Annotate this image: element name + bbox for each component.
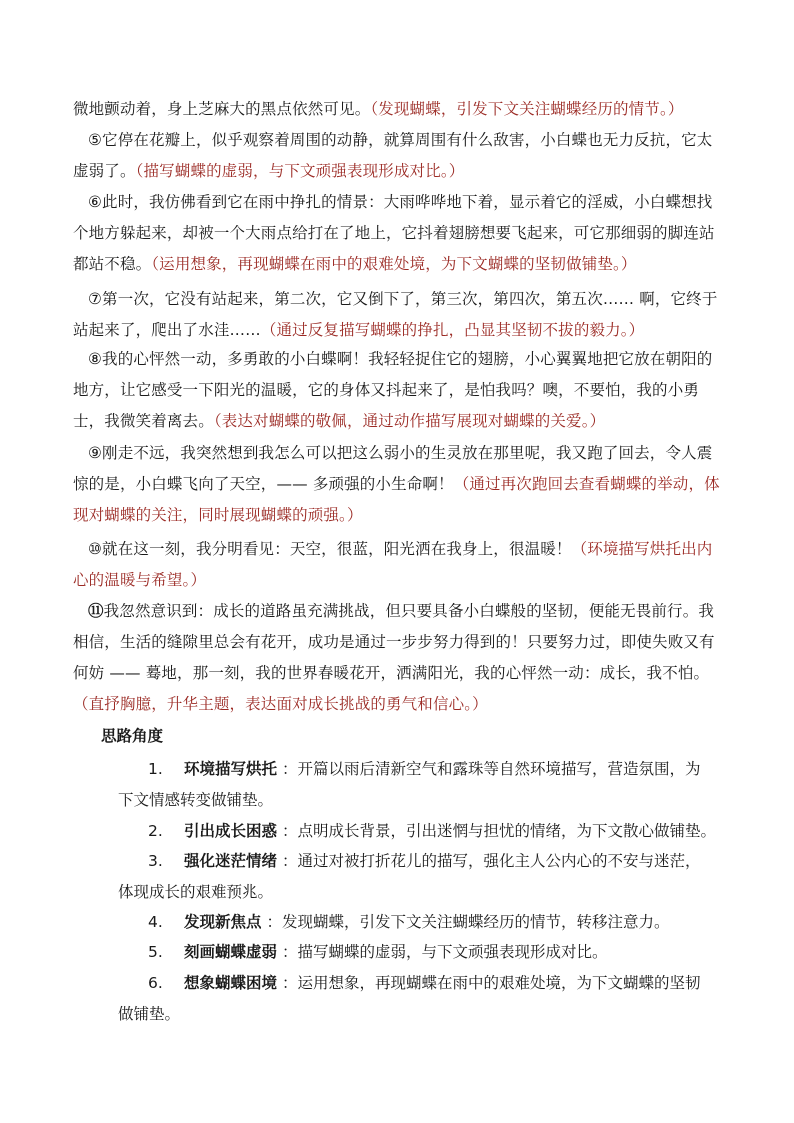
section-heading: 思路角度 (101, 727, 164, 745)
paragraph-note: （直抒胸臆，升华主题，表达面对成长挑战的勇气和信心。） (73, 695, 488, 713)
paragraph-text: ⑤它停在花瓣上，似乎观察着周围的动静，就算周围有什么敌害，小白蝶也无力反抗，它太虚弱了。 (73, 131, 713, 180)
list-key: 发现新焦点 (184, 913, 262, 931)
list-separator: ： (277, 822, 298, 840)
paragraph-note: （通过再次跑回去查看蝴蝶的举动，体现对蝴蝶的关注，同时展现蝴蝶的顽强。） (73, 475, 720, 524)
list-number: 4. (148, 913, 163, 931)
list-separator: ： (261, 913, 282, 931)
list-key: 环境描写烘托 (184, 760, 278, 778)
list-item (101, 907, 729, 938)
list-key: 强化迷茫情绪 (184, 852, 278, 870)
list-item (101, 846, 729, 908)
paragraph-note: （描写蝴蝶的虚弱，与下文顽强表现形成对比。） (135, 162, 465, 180)
list-item (101, 937, 729, 968)
list-separator: ： (277, 943, 298, 961)
list-number: 1. (148, 760, 163, 778)
paragraph-7 (73, 284, 723, 346)
paragraph-text: ⑥此时，我仿佛看到它在雨中挣扎的情景：大雨哗哗地下着，显示着它的淫威，小白蝶想找个地方躲起来，却被一个大雨点给打在了地上，它抖着翅膀想要飞起来，可它那细弱的脚连站都站不稳。 (73, 193, 715, 273)
paragraph-text: ⑨刚走不远，我突然想到我怎么可以把这么弱小的生灵放在那里呢，我又跑了回去，令人震惊的是，小白蝶飞向了天空，—— 多顽强的小生命啊！ (73, 444, 713, 493)
paragraph-note: （运用想象，再现蝴蝶在雨中的艰难处境，为下文蝴蝶的坚韧做铺垫。） (151, 255, 637, 273)
list-text: 通过对被打折花儿的描写，强化主人公内心的不安与迷茫， (297, 852, 701, 870)
list-item (101, 754, 729, 816)
paragraph-5 (73, 125, 723, 187)
list-text: 开篇以雨后清新空气和露珠等自然环境描写，营造氛围，为 (297, 760, 701, 778)
paragraph-number: ⑪ (88, 602, 104, 620)
list-item (101, 816, 729, 847)
paragraph-text: ⑧我的心怦然一动，多勇敢的小白蝶啊！我轻轻捉住它的翅膀，小心翼翼地把它放在朝阳的地方，让它感受一下阳光的温暖，它的身体又抖起来了，是怕我吗？噢，不要怕，我的小勇士，我微笑着离去。 (73, 350, 713, 430)
paragraph-text: ⑦第一次，它没有站起来，第二次，它又倒下了，第三次，第四次，第五次…… 啊，它终于站起来了，爬出了水洼…… (73, 290, 718, 339)
list-key: 想象蝴蝶困境 (184, 974, 278, 992)
list-separator: ： (277, 852, 298, 870)
paragraph-text: ⑩就在这一刻，我分明看见：天空，很蓝，阳光洒在我身上，很温暖！ (88, 540, 572, 558)
list-item (101, 968, 729, 1030)
list-text: 点明成长背景，引出迷惘与担忧的情绪，为下文散心做铺垫。 (297, 822, 716, 840)
list-text: 发现蝴蝶，引发下文关注蝴蝶经历的情节，转移注意力。 (281, 913, 670, 931)
list-text-continued: 体现成长的艰难预兆。 (118, 883, 274, 901)
paragraph-6 (73, 187, 723, 280)
paragraph-8 (73, 344, 723, 437)
list-text-continued: 做铺垫。 (118, 1005, 181, 1023)
paragraph-11 (73, 596, 723, 720)
list-text: 描写蝴蝶的虚弱，与下文顽强表现形成对比。 (297, 943, 608, 961)
list-text: 运用想象，再现蝴蝶在雨中的艰难处境，为下文蝴蝶的坚韧 (297, 974, 701, 992)
paragraph-note: （表达对蝴蝶的敬佩，通过动作描写展现对蝴蝶的关爱。） (213, 412, 606, 430)
paragraph-4-end (73, 94, 723, 125)
paragraph-note: （发现蝴蝶，引发下文关注蝴蝶经历的情节。） (370, 100, 684, 118)
paragraph-10 (73, 534, 723, 596)
paragraph-text: 微地颤动着，身上芝麻大的黑点依然可见。 (73, 100, 371, 118)
paragraph-note: （环境描写烘托出内心的温暖与希望。） (73, 540, 713, 589)
list-key: 引出成长困惑 (184, 822, 278, 840)
list-separator: ： (277, 974, 298, 992)
list-separator: ： (277, 760, 298, 778)
list-key: 刻画蝴蝶虚弱 (184, 943, 278, 961)
list-number: 3. (148, 852, 163, 870)
paragraph-text: 我忽然意识到：成长的道路虽充满挑战，但只要具备小白蝶般的坚韧，便能无畏前行。我相信，生活的缝隙里总会有花开，成功是通过一步步努力得到的！只要努力过，即使失败又有何妨 —— 蓦地，那一刻，我的世界春暖花开，洒满阳光，我的心怦然一动：成长，我不怕。 (73, 602, 715, 682)
list-number: 5. (148, 943, 163, 961)
list-number: 6. (148, 974, 163, 992)
list-text-continued: 下文情感转变做铺垫。 (118, 791, 274, 809)
paragraph-9 (73, 438, 723, 531)
paragraph-note: （通过反复描写蝴蝶的挣扎，凸显其坚韧不拔的毅力。） (260, 321, 645, 339)
list-number: 2. (148, 822, 163, 840)
